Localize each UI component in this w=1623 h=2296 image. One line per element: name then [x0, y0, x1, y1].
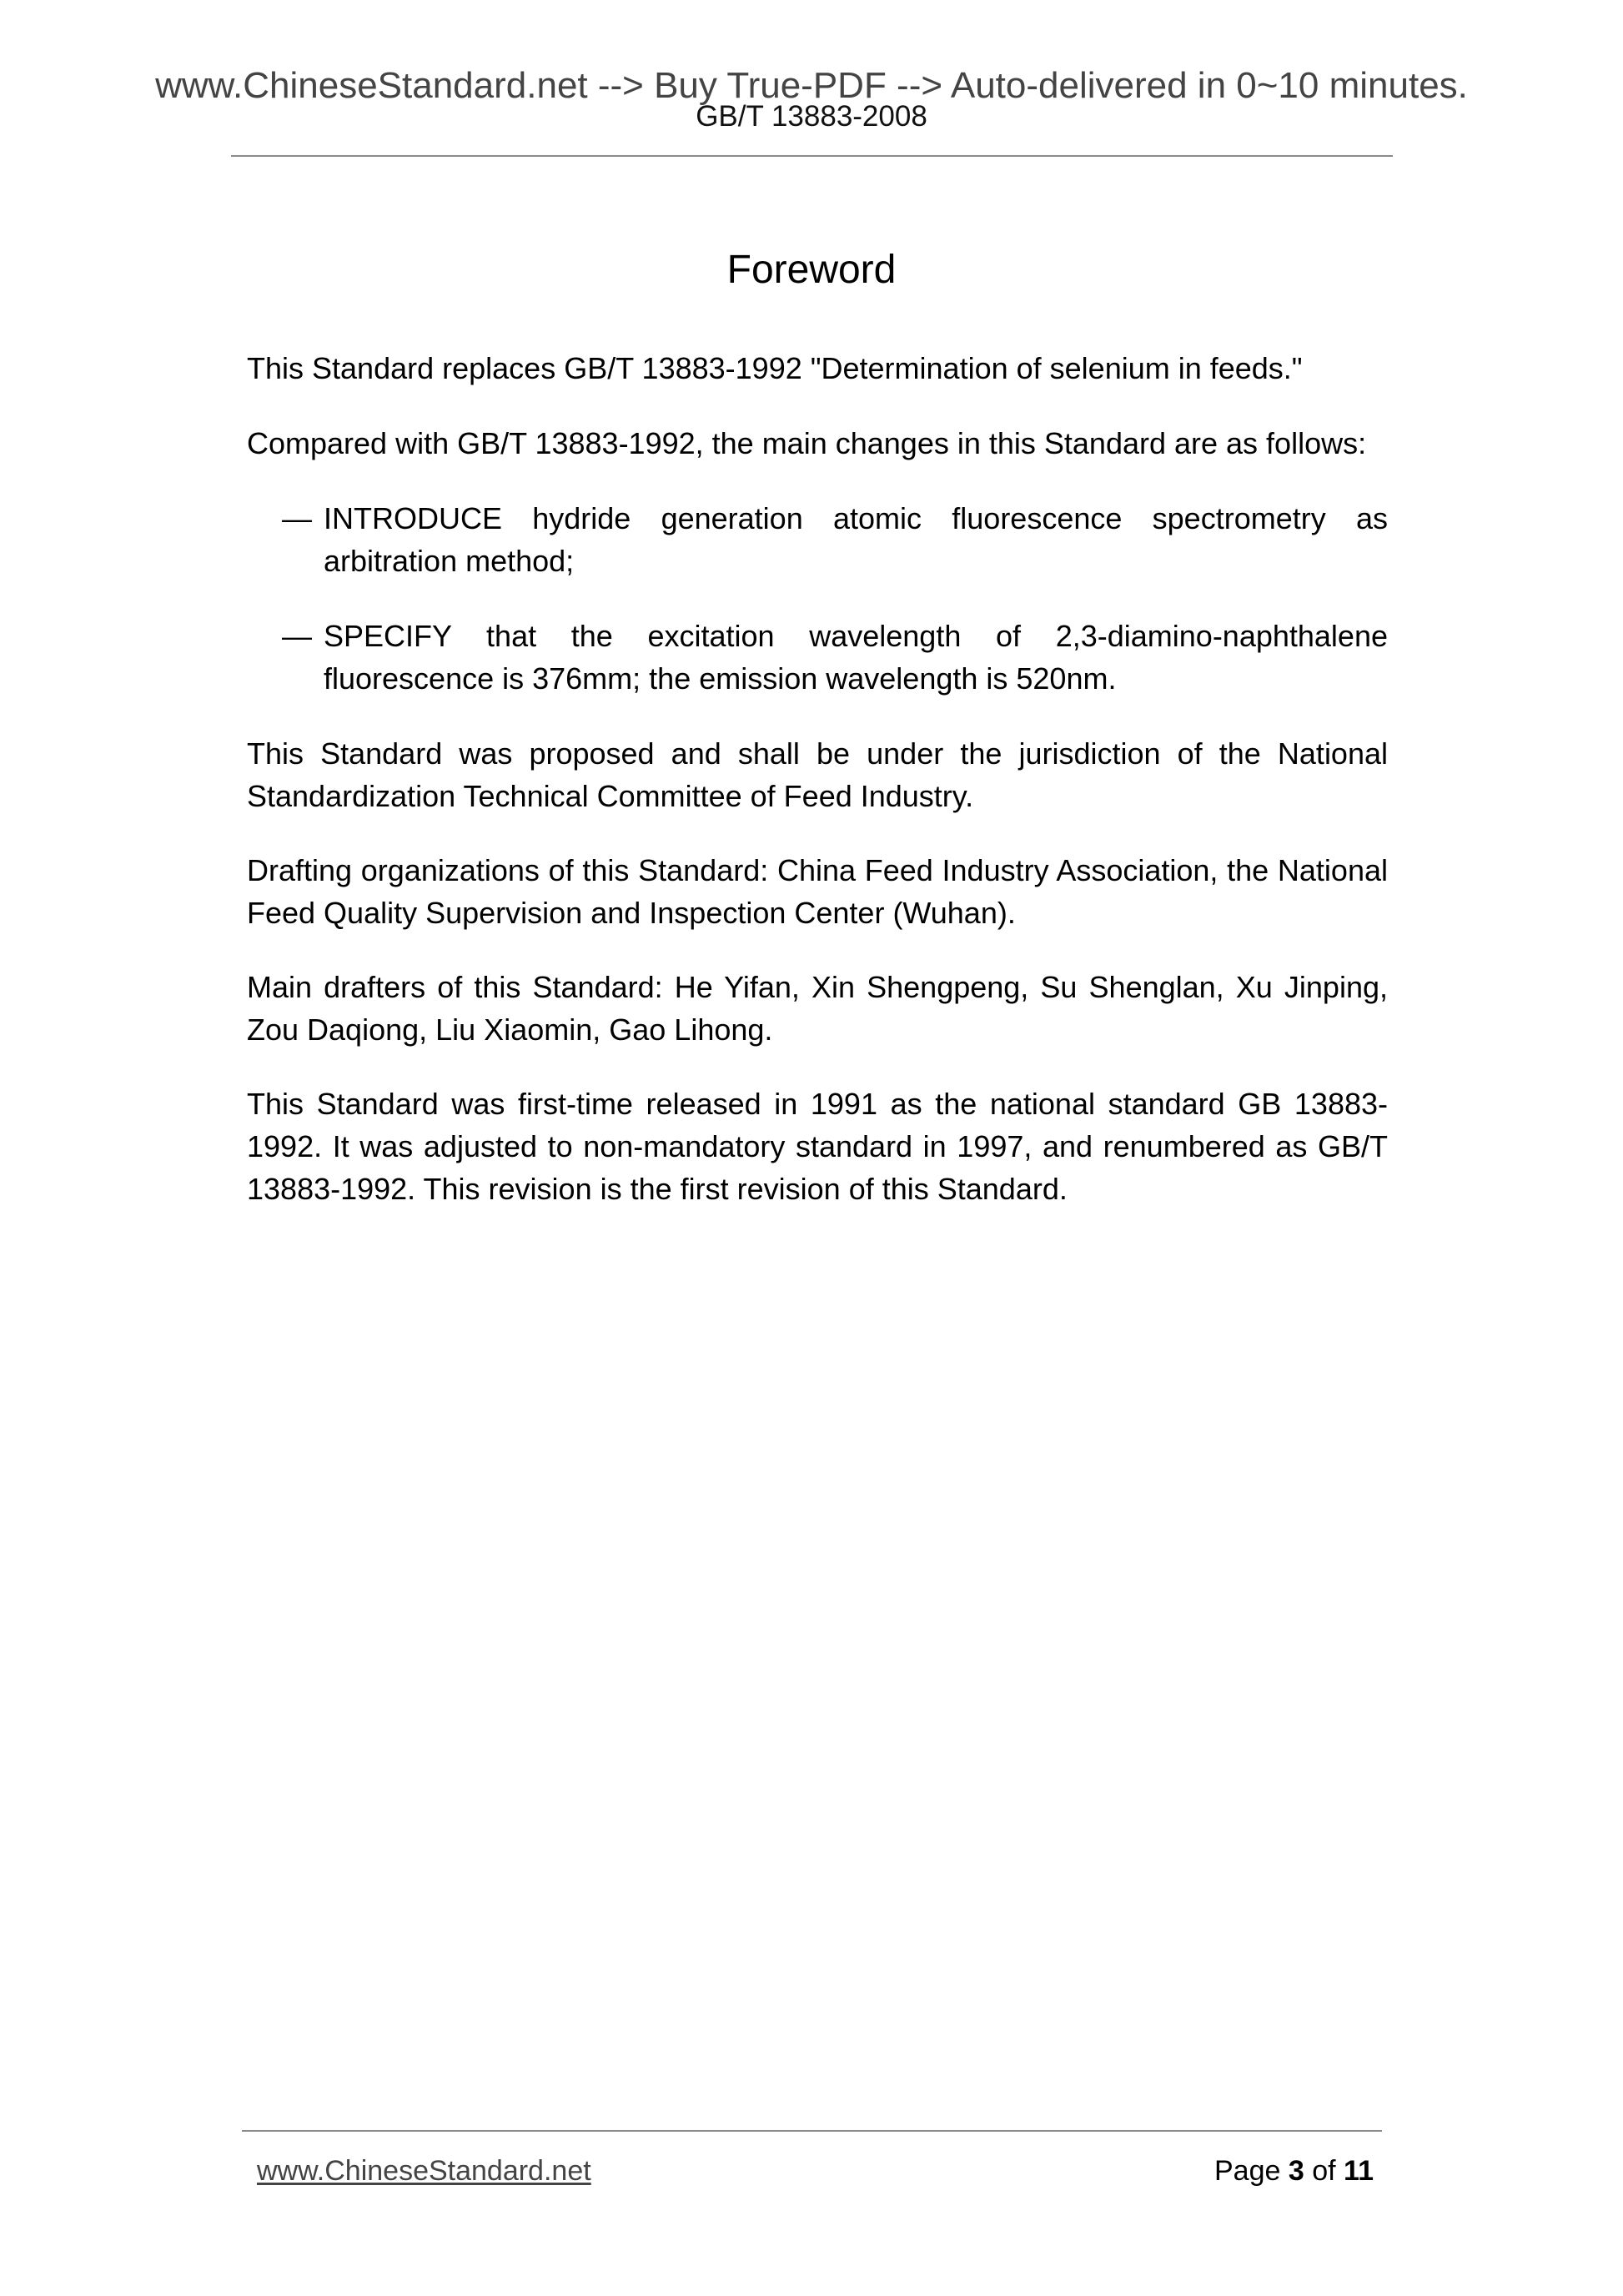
- header-divider: [231, 155, 1393, 157]
- document-id: GB/T 13883-2008: [696, 100, 927, 133]
- footer-website-link[interactable]: www.ChineseStandard.net: [257, 2155, 591, 2187]
- page-of-label: of: [1312, 2155, 1336, 2187]
- page-current: 3: [1288, 2155, 1304, 2187]
- dash-bullet-icon: —: [282, 619, 312, 653]
- page-total: 11: [1344, 2155, 1374, 2187]
- paragraph-changes-intro: Compared with GB/T 13883-1992, the main changes in this Standard are as follows:: [247, 426, 1367, 460]
- foreword-body: [247, 347, 1388, 1242]
- list-item-text: INTRODUCE hydride generation atomic fluorescence spectrometry as arbitration method;: [324, 501, 1388, 578]
- paragraph-release-history: This Standard was first-time released in 1991 as the national standard GB 13883-1992. It was adjusted to non-mandatory standard in 1997, and renumbered as GB/T 13883-1992. This revision is the first revision of this Standard.: [247, 1087, 1388, 1206]
- footer-divider: [242, 2130, 1382, 2132]
- page-title: Foreword: [726, 248, 897, 292]
- list-item-change-2: [247, 615, 1388, 700]
- paragraph-jurisdiction: This Standard was proposed and shall be under the jurisdiction of the National Standardization Technical Committee of Feed Industry.: [247, 736, 1388, 813]
- list-item-change-1: [247, 497, 1388, 582]
- page-indicator: [1214, 2154, 1374, 2188]
- header-banner: www.ChineseStandard.net --> Buy True-PDF --> Auto-delivered in 0~10 minutes.: [155, 65, 1468, 106]
- paragraph-main-drafters: Main drafters of this Standard: He Yifan, Xin Shengpeng, Su Shenglan, Xu Jinping, Zou Daqiong, Liu Xiaomin, Gao Lihong.: [247, 970, 1388, 1047]
- page-label: Page: [1214, 2155, 1281, 2187]
- paragraph-drafting-organizations: Drafting organizations of this Standard: China Feed Industry Association, the National Feed Quality Supervision and Inspection Center (Wuhan).: [247, 853, 1388, 930]
- list-item-text: SPECIFY that the excitation wavelength of 2,3-diamino-naphthalene fluorescence is 376mm; the emission wavelength is 520nm.: [324, 619, 1388, 696]
- paragraph-replaces: This Standard replaces GB/T 13883-1992 "Determination of selenium in feeds.": [247, 351, 1303, 385]
- dash-bullet-icon: —: [282, 501, 312, 535]
